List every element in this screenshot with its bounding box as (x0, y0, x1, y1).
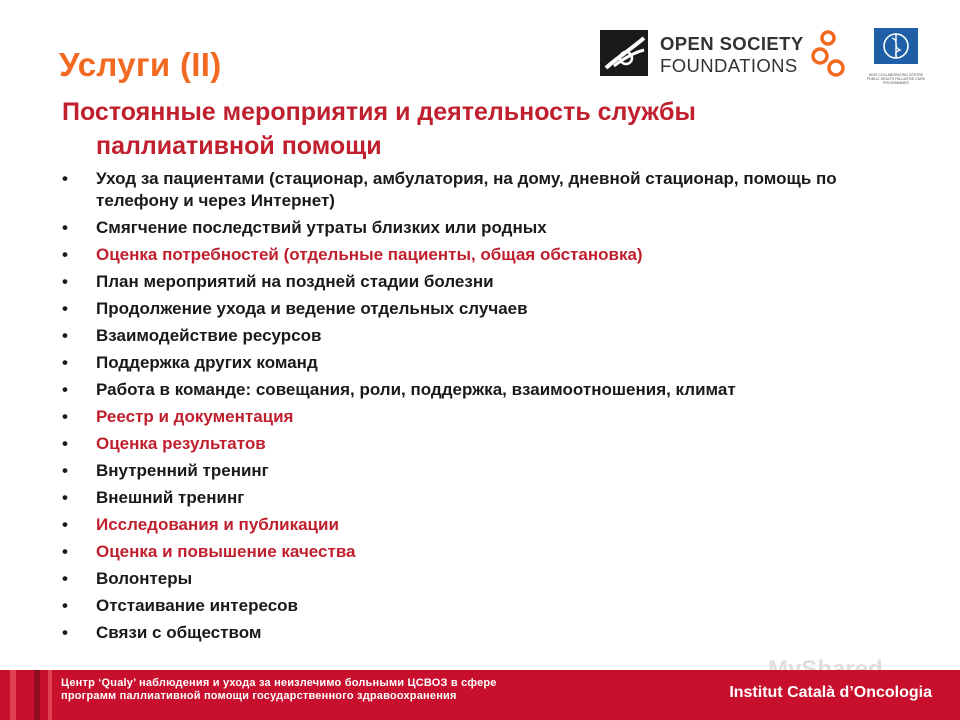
bullet-text: Работа в команде: совещания, роли, поддержка, взаимоотношения, климат (96, 380, 736, 399)
bullet-text: Уход за пациентами (стационар, амбулатория, на дому, дневной стационар, помощь по телефону и через Интернет) (96, 169, 837, 210)
bullet-item (60, 298, 860, 320)
who-caption: WHO COLLABORATING CENTRE PUBLIC HEALTH PALLIATIVE CARE PROGRAMMES (867, 73, 925, 85)
subtitle-line-2: паллиативной помощи (96, 132, 382, 160)
footer-stripe (48, 670, 52, 720)
bullet-item (60, 271, 860, 293)
bullet-text: Взаимодействие ресурсов (96, 326, 322, 345)
bullet-item (60, 433, 860, 455)
bullet-item (60, 541, 860, 563)
who-emblem-icon (866, 28, 926, 68)
bullet-text: Реестр и документация (96, 407, 294, 426)
bullet-item (60, 568, 860, 590)
bullet-item (60, 379, 860, 401)
open-society-foundations-logo (600, 30, 850, 80)
bullet-text: Оценка потребностей (отдельные пациенты, общая обстановка) (96, 245, 643, 264)
bullet-dot-icon: • (62, 353, 68, 372)
footer-stripe (10, 670, 16, 720)
bullet-dot-icon: • (62, 488, 68, 507)
bullet-dot-icon: • (62, 461, 68, 480)
bullet-item (60, 244, 860, 266)
bullet-dot-icon: • (62, 272, 68, 291)
bullet-item (60, 514, 860, 536)
bullet-item (60, 622, 860, 644)
bullet-dot-icon: • (62, 326, 68, 345)
footer-centre-text: Центр ‘Qualy’ наблюдения и ухода за неизлечимо больными ЦСВОЗ в сфере программ паллиативной помощи государственного здравоохранения (61, 677, 497, 702)
bullet-text: Исследования и публикации (96, 515, 339, 534)
who-collaborating-centre-logo (866, 28, 926, 85)
bullet-dot-icon: • (62, 515, 68, 534)
bullet-text: Оценка и повышение качества (96, 542, 356, 561)
bullet-text: Продолжение ухода и ведение отдельных случаев (96, 299, 528, 318)
bullet-item (60, 460, 860, 482)
bullet-dot-icon: • (62, 542, 68, 561)
footer-bar (0, 670, 960, 720)
bullet-dot-icon: • (62, 218, 68, 237)
services-bullet-list (60, 168, 860, 649)
bullet-dot-icon: • (62, 169, 68, 188)
bullet-item (60, 325, 860, 347)
bullet-text: Волонтеры (96, 569, 193, 588)
bullet-dot-icon: • (62, 623, 68, 642)
bullet-item (60, 352, 860, 374)
bullet-dot-icon: • (62, 407, 68, 426)
footer-stripe (34, 670, 40, 720)
bullet-dot-icon: • (62, 299, 68, 318)
bullet-text: План мероприятий на поздней стадии болезни (96, 272, 494, 291)
osf-line-1: OPEN SOCIETY (660, 33, 804, 54)
osf-line-2: FOUNDATIONS (660, 55, 798, 76)
osf-mark-icon (600, 30, 652, 78)
bullet-item (60, 217, 860, 239)
bullet-dot-icon: • (62, 596, 68, 615)
footer-institution: Institut Català d’Oncologia (729, 684, 932, 701)
bullet-item (60, 595, 860, 617)
bullet-dot-icon: • (62, 569, 68, 588)
bullet-text: Внешний тренинг (96, 488, 245, 507)
bullet-dot-icon: • (62, 245, 68, 264)
bullet-item (60, 406, 860, 428)
bullet-item (60, 168, 860, 212)
subtitle-line-1: Постоянные мероприятия и деятельность службы (62, 98, 696, 126)
bullet-text: Оценка результатов (96, 434, 266, 453)
bullet-text: Связи с обществом (96, 623, 262, 642)
bullet-item (60, 487, 860, 509)
bullet-text: Смягчение последствий утраты близких или родных (96, 218, 547, 237)
bullet-text: Внутренний тренинг (96, 461, 269, 480)
bullet-text: Поддержка других команд (96, 353, 318, 372)
slide-subtitle (62, 95, 842, 163)
slide-title: Услуги (II) (59, 46, 222, 83)
osf-wordmark (660, 33, 804, 77)
bullet-dot-icon: • (62, 380, 68, 399)
bullet-dot-icon: • (62, 434, 68, 453)
bullet-text: Отстаивание интересов (96, 596, 298, 615)
orange-rings-icon (806, 28, 850, 80)
